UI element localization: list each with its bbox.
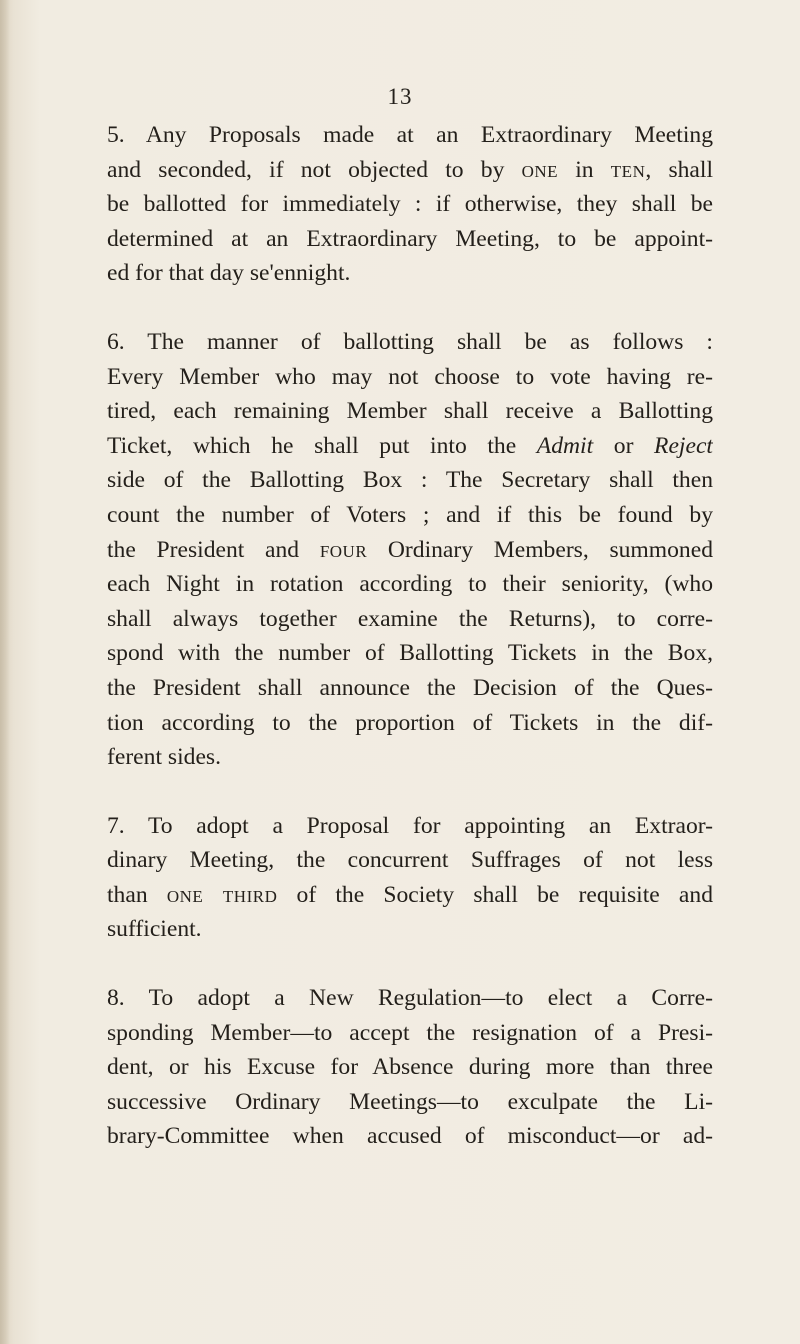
text-run: sponding Member—to accept the resignation of a Presi- [107,1019,713,1046]
text-line [107,912,713,947]
small-caps-run: ten [610,156,646,183]
text-line [107,429,713,464]
text-run: ferent sides. [107,744,221,771]
text-line [107,325,713,360]
paragraph-gap [107,947,713,981]
text-run: 8. To adopt a New Regulation—to elect a Corre- [107,985,713,1012]
paragraph-gap [107,291,713,325]
text-run: of the Society shall be requisite and [277,881,713,908]
small-caps-run: one third [166,881,278,908]
paragraph-gap [107,775,713,809]
text-run: 5. Any Proposals made at an Extraordinary Meeting [107,122,713,148]
text-run: the President shall announce the Decision of the Ques- [107,674,713,701]
text-run: each Night in rotation according to their seniority, (who [107,571,713,598]
text-run: Ticket, which he shall put into the [107,432,537,459]
text-run: shall always together examine the Returns), to corre- [107,605,713,632]
text-line [107,602,713,637]
text-line [107,809,713,844]
text-run: side of the Ballotting Box : The Secretary shall then [107,467,713,494]
text-line [107,636,713,671]
text-line [107,498,713,533]
text-run: and seconded, if not objected to by [107,156,522,183]
text-line [107,463,713,498]
text-run: tired, each remaining Member shall receive a Ballotting [107,398,713,425]
text-line [107,740,713,775]
text-line [107,256,713,291]
text-run: be ballotted for immediately : if otherwise, they shall be [107,191,713,218]
text-line [107,981,713,1016]
text-line [107,1016,713,1051]
text-run: brary-Committee when accused of misconduct—or ad- [107,1123,713,1150]
italic-run: Admit [536,432,594,459]
text-run: determined at an Extraordinary Meeting, to be appoint- [107,225,713,252]
text-run: 7. To adopt a Proposal for appointing an Extraor- [107,812,713,839]
text-run: count the number of Voters ; and if this be found by [107,501,713,528]
small-caps-run: four [319,536,368,563]
text-run: tion according to the proportion of Tickets in the dif- [107,709,713,736]
text-line [107,1050,713,1085]
text-line [107,567,713,602]
text-line [107,706,713,741]
text-run: dent, or his Excuse for Absence during more than three [107,1054,713,1081]
text-run: or [593,432,655,459]
italic-run: Reject [654,432,713,459]
text-run: than [107,881,167,908]
text-line [107,533,713,568]
text-run: Every Member who may not choose to vote having re- [107,363,713,390]
text-line [107,153,713,188]
text-line [107,187,713,222]
text-line [107,878,713,913]
text-run: ed for that day se'ennight. [107,260,351,287]
text-run: spond with the number of Ballotting Tickets in the Box, [107,640,713,667]
text-line [107,222,713,257]
paragraph-6 [107,325,713,775]
small-caps-run: one [521,156,559,183]
text-run: Ordinary Members, summoned [367,536,713,563]
text-line [107,394,713,429]
text-line [107,671,713,706]
paragraph-8 [107,981,713,1154]
text-line [107,1119,713,1154]
text-run: dinary Meeting, the concurrent Suffrages of not less [107,847,713,874]
text-run: in [558,156,611,183]
text-line [107,843,713,878]
text-line [107,1085,713,1120]
gutter-shadow [0,0,10,1344]
page-number: 13 [387,84,413,109]
text-run: , shall [645,156,713,183]
paragraph-5 [107,118,713,291]
text-line [107,360,713,395]
text-run: the President and [107,536,320,563]
text-run: sufficient. [107,916,202,943]
body-text [107,118,713,1154]
text-run: 6. The manner of ballotting shall be as follows : [107,328,713,355]
text-run: successive Ordinary Meetings—to exculpate the Li- [107,1088,713,1115]
text-line [107,118,713,153]
paragraph-7 [107,809,713,947]
